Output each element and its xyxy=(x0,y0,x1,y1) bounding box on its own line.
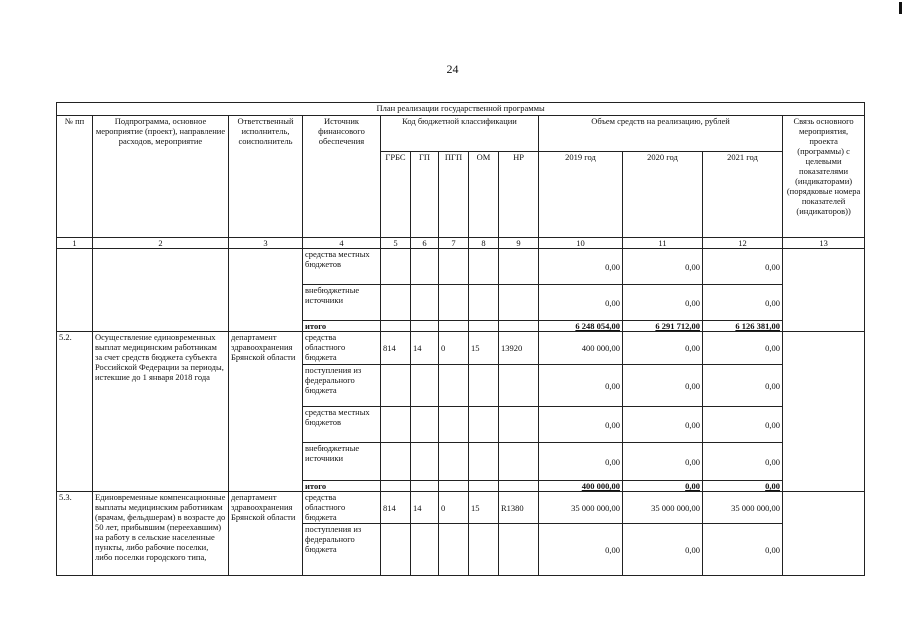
budget-plan-table xyxy=(56,102,865,576)
total-2020: 0,00 xyxy=(623,481,703,492)
total-2021: 0,00 xyxy=(703,481,783,492)
cell-name: Единовременные компенсационные выплаты медицинским работникам (врачам, фельдшерам) в возрасте до 50 лет, прибывшим (переехавшим) на работу в сельские населенные пункты, либо рабочие поселки, либо поселки городского типа, xyxy=(93,492,229,576)
cell-gp: 14 xyxy=(411,492,439,524)
header-2021: 2021 год xyxy=(703,152,783,238)
col-number: 9 xyxy=(499,238,539,249)
cell-2021: 0,00 xyxy=(703,249,783,285)
header-pgp: ПГП xyxy=(439,152,469,238)
cell-2019: 0,00 xyxy=(539,407,623,443)
total-label: итого xyxy=(303,321,381,332)
cell-num: 5.2. xyxy=(57,332,93,492)
table-row xyxy=(57,492,865,524)
cell-2019: 0,00 xyxy=(539,285,623,321)
cell-pgp: 0 xyxy=(439,332,469,365)
cell-2020: 35 000 000,00 xyxy=(623,492,703,524)
header-grbs: ГРБС xyxy=(381,152,411,238)
column-numbers-row xyxy=(57,238,865,249)
col-number: 5 xyxy=(381,238,411,249)
cell-grbs: 814 xyxy=(381,492,411,524)
cell-nr: R1380 xyxy=(499,492,539,524)
cell-responsible: департамент здравоохранения Брянской области xyxy=(229,492,303,576)
cell-source: внебюджетные источники xyxy=(303,443,381,481)
cell-2020: 0,00 xyxy=(623,443,703,481)
page-number: 24 xyxy=(446,62,459,76)
cell-2020: 0,00 xyxy=(623,332,703,365)
cell-2019: 0,00 xyxy=(539,524,623,576)
cell-source: внебюджетные источники xyxy=(303,285,381,321)
header-gp: ГП xyxy=(411,152,439,238)
header-volume: Объем средств на реализацию, рублей xyxy=(539,116,783,152)
cell-nr: 13920 xyxy=(499,332,539,365)
cell-link xyxy=(783,249,865,332)
col-number: 2 xyxy=(93,238,229,249)
header-num: № пп xyxy=(57,116,93,238)
scan-mark xyxy=(899,2,902,14)
col-number: 8 xyxy=(469,238,499,249)
cell-2021: 35 000 000,00 xyxy=(703,492,783,524)
col-number: 1 xyxy=(57,238,93,249)
cell-2020: 0,00 xyxy=(623,524,703,576)
cell-source: средства местных бюджетов xyxy=(303,249,381,285)
cell-link xyxy=(783,332,865,492)
cell-source: средства местных бюджетов xyxy=(303,407,381,443)
cell-gp: 14 xyxy=(411,332,439,365)
header-budget-code: Код бюджетной классификации xyxy=(381,116,539,152)
col-number: 13 xyxy=(783,238,865,249)
total-2021: 6 126 381,00 xyxy=(703,321,783,332)
cell-2021: 0,00 xyxy=(703,524,783,576)
cell-responsible xyxy=(229,249,303,332)
col-number: 10 xyxy=(539,238,623,249)
cell-2019: 0,00 xyxy=(539,365,623,407)
cell-source: поступления из федерального бюджета xyxy=(303,524,381,576)
cell-2021: 0,00 xyxy=(703,332,783,365)
col-number: 7 xyxy=(439,238,469,249)
table-row xyxy=(57,332,865,365)
cell-2021: 0,00 xyxy=(703,285,783,321)
header-source: Источник финансового обеспечения xyxy=(303,116,381,238)
cell-2021: 0,00 xyxy=(703,407,783,443)
col-number: 4 xyxy=(303,238,381,249)
header-nr: НР xyxy=(499,152,539,238)
total-2020: 6 291 712,00 xyxy=(623,321,703,332)
cell-link xyxy=(783,492,865,576)
header-om: ОМ xyxy=(469,152,499,238)
cell-2019: 0,00 xyxy=(539,249,623,285)
col-number: 3 xyxy=(229,238,303,249)
cell-om: 15 xyxy=(469,492,499,524)
cell-num: 5.3. xyxy=(57,492,93,576)
table-title: План реализации государственной программы xyxy=(57,103,865,116)
cell-2020: 0,00 xyxy=(623,285,703,321)
table-row xyxy=(57,249,865,285)
cell-name xyxy=(93,249,229,332)
cell-source: средства областного бюджета xyxy=(303,332,381,365)
cell-num xyxy=(57,249,93,332)
cell-2020: 0,00 xyxy=(623,407,703,443)
header-responsible: Ответственный исполнитель, соисполнитель xyxy=(229,116,303,238)
cell-name: Осуществление единовременных выплат медицинским работникам за счет средств бюджета субъекта Российской Федерации за периоды, истекшие до 1 января 2018 года xyxy=(93,332,229,492)
cell-2019: 400 000,00 xyxy=(539,332,623,365)
cell-responsible: департамент здравоохранения Брянской области xyxy=(229,332,303,492)
cell-2020: 0,00 xyxy=(623,365,703,407)
header-subprogram: Подпрограмма, основное мероприятие (проект), направление расходов, мероприятие xyxy=(93,116,229,238)
header-link: Связь основного мероприятия, проекта (программы) с целевыми показателями (индикаторами) (порядковые номера показателей (индикаторов)) xyxy=(783,116,865,238)
col-number: 6 xyxy=(411,238,439,249)
header-2020: 2020 год xyxy=(623,152,703,238)
total-label: итого xyxy=(303,481,381,492)
total-2019: 6 248 054,00 xyxy=(539,321,623,332)
cell-2021: 0,00 xyxy=(703,365,783,407)
cell-2020: 0,00 xyxy=(623,249,703,285)
cell-source: средства областного бюджета xyxy=(303,492,381,524)
cell-2019: 0,00 xyxy=(539,443,623,481)
cell-grbs: 814 xyxy=(381,332,411,365)
col-number: 12 xyxy=(703,238,783,249)
cell-2019: 35 000 000,00 xyxy=(539,492,623,524)
cell-2021: 0,00 xyxy=(703,443,783,481)
cell-source: поступления из федерального бюджета xyxy=(303,365,381,407)
cell-pgp: 0 xyxy=(439,492,469,524)
total-2019: 400 000,00 xyxy=(539,481,623,492)
col-number: 11 xyxy=(623,238,703,249)
header-2019: 2019 год xyxy=(539,152,623,238)
cell-om: 15 xyxy=(469,332,499,365)
